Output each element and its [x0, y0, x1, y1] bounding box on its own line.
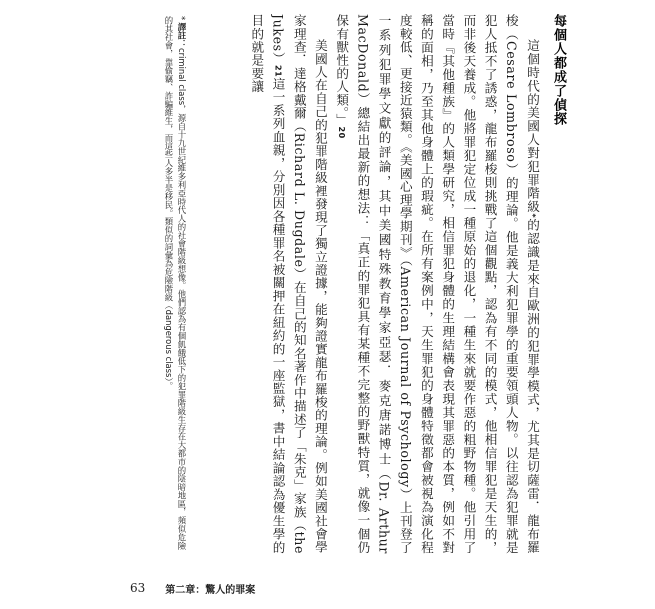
page-footer: [130, 580, 255, 596]
paragraph-1: [331, 14, 543, 554]
page-number: 63: [130, 581, 146, 595]
endnote-ref-20: 20: [337, 126, 347, 139]
footnote-text: criminal class，源自十九世紀維多利亞時代人的社會階級想像。他們認為有個飢餓低下的犯罪階級生存在大都市的陰暗地區，頻似危險的其社會，靠偷竊、詐騙維生，而這些人多半是移民。類似的詞彙為危險階級（dangerous class）。: [164, 16, 187, 550]
footnote-marker: *: [177, 16, 187, 21]
paragraph-2: [246, 14, 331, 554]
chapter-title: 第二章：驚人的罪案: [165, 584, 256, 596]
paragraph-2-text: 美國人在自己的犯罪階級裡發現了獨立證據，能夠證實龍布羅梭的理論。例如美國社會學家理查．達格戴爾（Richard L. Dugdale）在自己的知名著作中描述了「朱克」家族（the Jukes）: [270, 14, 328, 554]
paragraph-1-text-cont: 的認識是來自歐洲的犯罪學模式，尤其是切薩雷．龍布羅梭（Cesare Lombroso）的理論。他是義大利犯罪學的重要領頭人物。以往認為犯罪就是犯人抵不了誘惑，龍布羅梭則挑戰了這個觀點，認為有不同的模式，他相信罪犯是天生的，而非後天養成。他將罪犯定位成一種原始的退化，一種生來就要作惡的粗野物種。他引用了當時『其他種族』的人類學研究，相信罪犯身體的生理結構會表現其罪惡的本質，例如不對稱的面相，乃至其他身體上的瑕疵。在所有案例中，天生罪犯的身體特徵都會被視為演化程度較低、更接近猿類。《美國心理學期刊》（American Journal of Psychology）上刊登了一系列犯罪學文獻的評論，其中美國特殊教育學家亞瑟．麥克唐諾博士（Dr. Arthur MacDonald）總結出最新的想法：「真正的罪犯具有某種不完整的野獸特質，就像一個仍保有獸性的人類。」: [334, 14, 540, 554]
translator-note-marker: *: [528, 213, 537, 219]
paragraph-2-text-cont: 這一系列血親，分別因各種罪名被關押在紐約的一座監獄，書中結論認為優生學的目的就是要讓: [249, 14, 286, 554]
paragraph-1-text: 這個時代的美國人對犯罪階級: [525, 39, 540, 214]
footnote-label: 譯註：: [177, 22, 187, 49]
section-title: 每個人都成了偵探: [551, 14, 566, 126]
translator-footnote: [148, 16, 188, 551]
endnote-ref-21: 21: [273, 65, 283, 78]
